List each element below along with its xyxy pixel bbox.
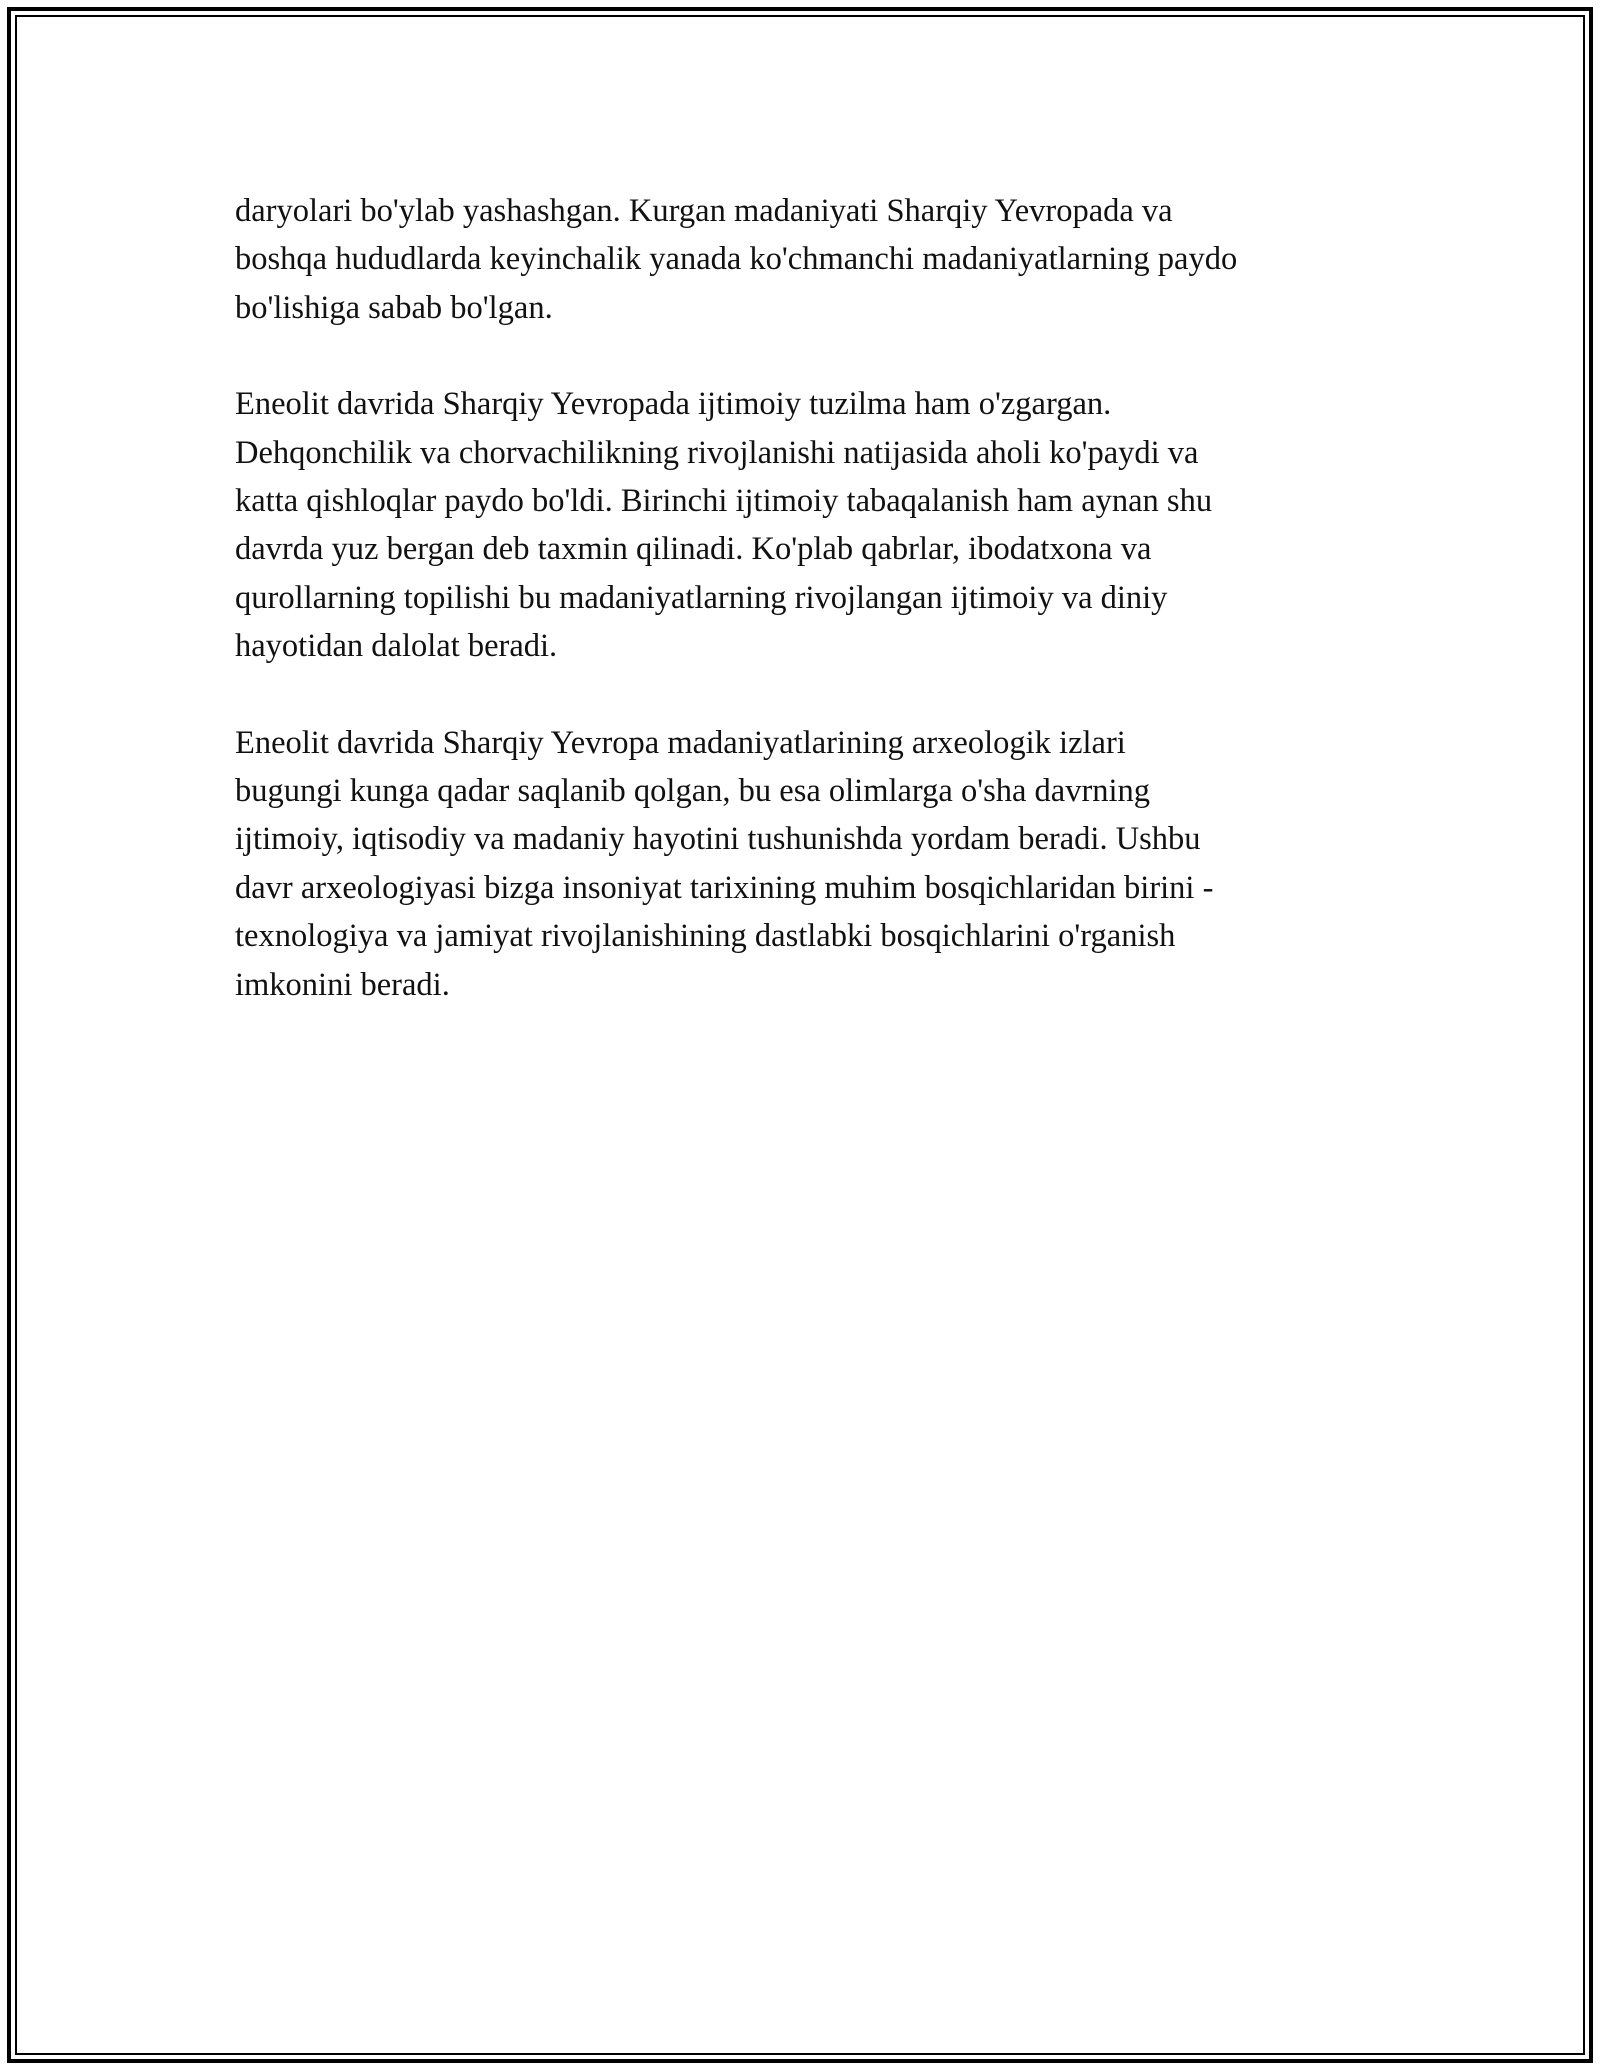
paragraph-2 [235, 380, 1375, 670]
text-line: daryolari bo'ylab yashashgan. Kurgan madaniyati Sharqiy Yevropada va [235, 193, 1173, 229]
text-line: boshqa hududlarda keyinchalik yanada ko'chmanchi madaniyatlarning paydo [235, 241, 1238, 278]
text-line: texnologiya va jamiyat rivojlanishining dastlabki bosqichlarini o'rganish [235, 918, 1176, 955]
text-line: Dehqonchilik va chorvachilikning rivojlanishi natijasida aholi ko'paydi va [235, 434, 1199, 471]
text-line: katta qishloqlar paydo bo'ldi. Birinchi ijtimoiy tabaqalanish ham aynan shu [235, 483, 1213, 520]
text-line: imkonini beradi. [235, 966, 450, 1003]
document-body [235, 187, 1375, 1057]
paragraph-3 [235, 719, 1375, 1009]
text-line: bo'lishiga sabab bo'lgan. [235, 289, 553, 326]
paragraph-1 [235, 187, 1375, 332]
text-line: hayotidan dalolat beradi. [235, 628, 558, 665]
text-line: davrda yuz bergan deb taxmin qilinadi. Ko'plab qabrlar, ibodatxona va [235, 531, 1152, 568]
text-line: ijtimoiy, iqtisodiy va madaniy hayotini tushunishda yordam beradi. Ushbu [235, 821, 1201, 858]
text-line: Eneolit davrida Sharqiy Yevropada ijtimoiy tuzilma ham o'zgargan. [235, 386, 1112, 423]
text-line: qurollarning topilishi bu madaniyatlarning rivojlangan ijtimoiy va diniy [235, 579, 1168, 616]
text-line: bugungi kunga qadar saqlanib qolgan, bu esa olimlarga o'sha davrning [235, 773, 1151, 810]
text-line: Eneolit davrida Sharqiy Yevropa madaniyatlarining arxeologik izlari [235, 724, 1126, 761]
text-line: davr arxeologiyasi bizga insoniyat tarixining muhim bosqichlaridan birini - [235, 869, 1214, 906]
